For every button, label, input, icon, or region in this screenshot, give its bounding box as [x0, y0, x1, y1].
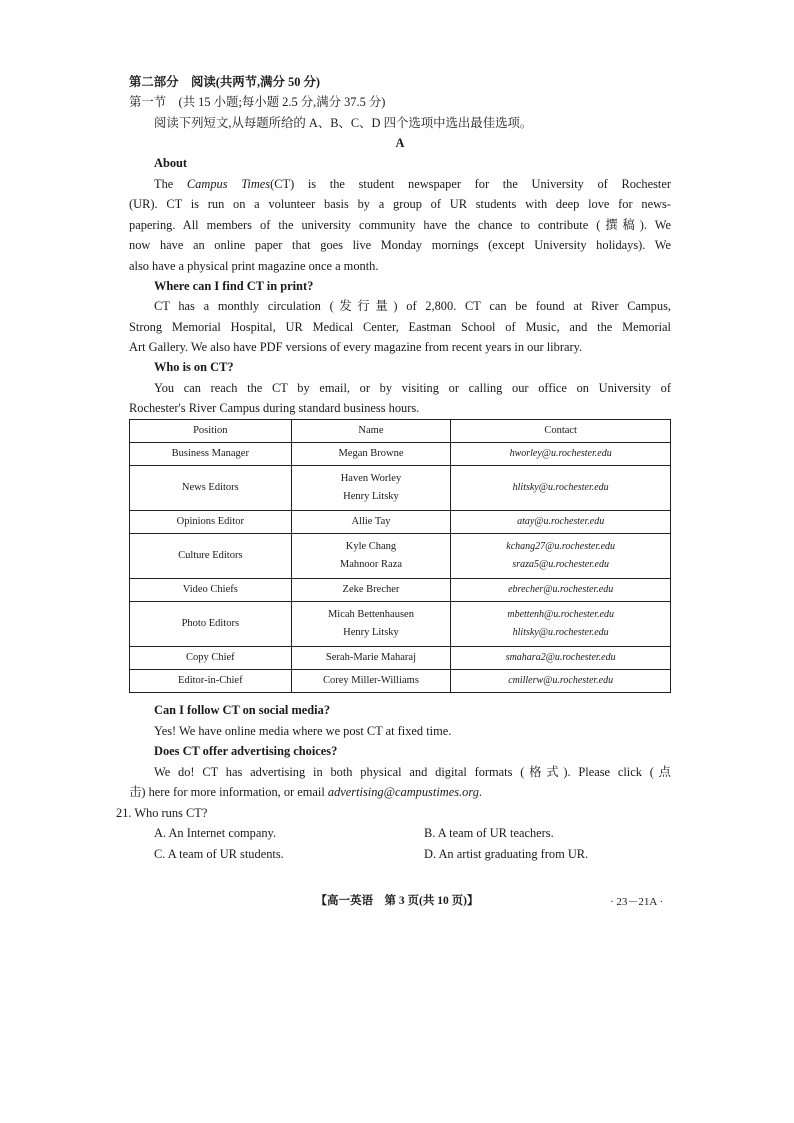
staff-contact-table — [129, 419, 671, 693]
table-row — [130, 647, 671, 670]
print-line-2: Strong Memorial Hospital, UR Medical Center, Eastman School of Music, and the Memorial — [129, 320, 671, 334]
about-line-2: (UR). CT is run on a volunteer basis by a group of UR students with deep love for news- — [129, 197, 671, 211]
column-header-position: Position — [130, 420, 292, 443]
column-header-contact: Contact — [451, 420, 671, 443]
position-cell: Business Manager — [130, 443, 292, 466]
table-row — [130, 602, 671, 647]
position-cell: Culture Editors — [130, 534, 292, 579]
position-cell: Video Chiefs — [130, 579, 292, 602]
name-cell: Allie Tay — [291, 511, 451, 534]
who-line-1: You can reach the CT by email, or by visiting or calling our office on University of — [154, 381, 671, 395]
position-cell: Opinions Editor — [130, 511, 292, 534]
option-d: D. An artist graduating from UR. — [424, 847, 589, 861]
name-cell: Haven Worley Henry Litsky — [291, 466, 451, 511]
print-line-1: CT has a monthly circulation (发行量) of 2,800. CT can be found at River Campus, — [154, 299, 671, 313]
table-row — [130, 511, 671, 534]
name-cell: Kyle Chang Mahnoor Raza — [291, 534, 451, 579]
contact-cell: mbettenh@u.rochester.edu hlitsky@u.rochester.edu — [451, 602, 671, 647]
who-line-2: Rochester's River Campus during standard business hours. — [129, 401, 420, 415]
name-cell: Micah Bettenhausen Henry Litsky — [291, 602, 451, 647]
position-cell: Photo Editors — [130, 602, 292, 647]
option-c: C. A team of UR students. — [154, 847, 284, 861]
table-row — [130, 443, 671, 466]
position-cell: News Editors — [130, 466, 292, 511]
ads-heading: Does CT offer advertising choices? — [154, 744, 338, 758]
ads-line-2: 击) here for more information, or email advertising@campustimes.org. — [129, 785, 482, 799]
exam-code: · 23－21A · — [610, 896, 664, 908]
contact-cell: kchang27@u.rochester.edu sraza5@u.rochester.edu — [451, 534, 671, 579]
ads-line-1: We do! CT has advertising in both physical and digital formats (格式). Please click (点 — [154, 765, 671, 779]
about-line-4: now have an online paper that goes live Monday mornings (except University holidays). We — [129, 238, 671, 252]
about-line-1: The Campus Times(CT) is the student newspaper for the University of Rochester — [154, 177, 671, 191]
table-row — [130, 579, 671, 602]
name-cell: Megan Browne — [291, 443, 451, 466]
about-heading: About — [154, 156, 188, 170]
position-cell: Editor-in-Chief — [130, 670, 292, 693]
section-title: 第一节 (共 15 小题;每小题 2.5 分,满分 37.5 分) — [129, 95, 386, 109]
passage-letter: A — [395, 136, 405, 150]
question-stem: 21. Who runs CT? — [116, 806, 208, 820]
table-row — [130, 534, 671, 579]
print-line-3: Art Gallery. We also have PDF versions of every magazine from recent years in our library. — [129, 340, 583, 354]
column-header-name: Name — [291, 420, 451, 443]
instruction-text: 阅读下列短文,从每题所给的 A、B、C、D 四个选项中选出最佳选项。 — [154, 116, 533, 130]
about-line-5: also have a physical print magazine once a month. — [129, 259, 379, 273]
contact-cell: smahara2@u.rochester.edu — [451, 647, 671, 670]
table-row — [130, 466, 671, 511]
contact-cell: hworley@u.rochester.edu — [451, 443, 671, 466]
contact-cell: ebrecher@u.rochester.edu — [451, 579, 671, 602]
part-title: 第二部分 阅读(共两节,满分 50 分) — [129, 75, 321, 89]
about-line-3: papering. All members of the university community have the chance to contribute (撰稿). We — [129, 218, 671, 232]
option-b: B. A team of UR teachers. — [424, 826, 554, 840]
social-heading: Can I follow CT on social media? — [154, 703, 331, 717]
print-heading: Where can I find CT in print? — [154, 279, 314, 293]
contact-cell: cmillerw@u.rochester.edu — [451, 670, 671, 693]
social-line: Yes! We have online media where we post CT at fixed time. — [154, 724, 452, 738]
advertising-email: advertising@campustimes.org — [327, 785, 479, 799]
name-cell: Serah-Marie Maharaj — [291, 647, 451, 670]
name-cell: Corey Miller-Williams — [291, 670, 451, 693]
page-footer: 【高一英语 第 3 页(共 10 页)】 — [315, 895, 479, 907]
table-row — [130, 670, 671, 693]
contact-cell: hlitsky@u.rochester.edu — [451, 466, 671, 511]
option-a: A. An Internet company. — [154, 826, 277, 840]
name-cell: Zeke Brecher — [291, 579, 451, 602]
contact-cell: atay@u.rochester.edu — [451, 511, 671, 534]
who-heading: Who is on CT? — [154, 360, 234, 374]
position-cell: Copy Chief — [130, 647, 292, 670]
